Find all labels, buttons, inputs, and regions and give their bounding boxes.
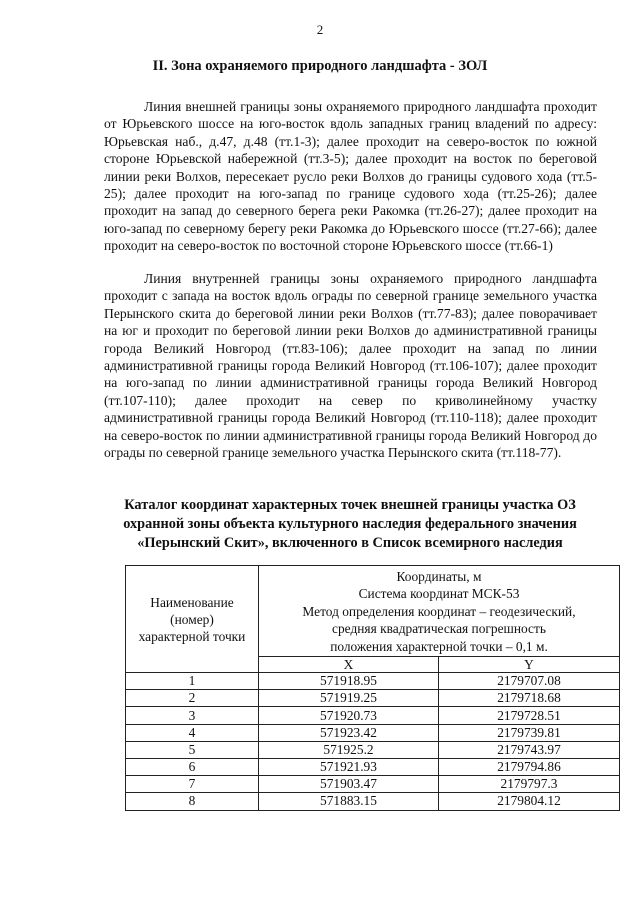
cell-y: 2179743.97 xyxy=(439,741,620,758)
paragraph-text: Линия внутренней границы зоны охраняемого природного ландшафта проходит с запада на восток вдоль ограды по северной границе земельного участка Перынского скита до береговой линии реки Волхов (тт.77-83); далее поворачивает на юг и проходит по береговой линии реки Волхов до административной границы города Великий Новгород (тт.83-106); далее проходит на запад по линии административной границы города Великий Новгород (тт.106-107); далее проходит на юго-запад по линии административной границы города Великий Новгород (тт.107-110); далее проходит на север по криволинейному участку административной границы города Великий Новгород (тт.110-118); далее проходит на северо-восток по линии административной границы города Великий Новгород до ограды по северной границе земельного участка Перынского скита (тт.118-77). xyxy=(104,271,597,461)
cell-x: 571883.15 xyxy=(259,793,439,810)
catalog-title xyxy=(100,496,600,553)
header-line: Метод определения координат – геодезический, xyxy=(302,603,576,619)
cell-y: 2179707.08 xyxy=(439,673,620,690)
coordinates-table xyxy=(125,565,620,811)
cell-y: 2179794.86 xyxy=(439,758,620,775)
cell-point-number: 5 xyxy=(126,741,259,758)
cell-point-number: 4 xyxy=(126,724,259,741)
paragraph-inner-boundary xyxy=(104,270,597,461)
table-row xyxy=(126,690,620,707)
catalog-title-line: «Перынский Скит», включенного в Список всемирного наследия xyxy=(137,535,563,551)
cell-y: 2179804.12 xyxy=(439,793,620,810)
cell-x: 571919.25 xyxy=(259,690,439,707)
header-point-name xyxy=(126,566,259,673)
cell-x: 571923.42 xyxy=(259,724,439,741)
catalog-title-line: охранной зоны объекта культурного наследия федерального значения xyxy=(123,516,577,532)
table-row xyxy=(126,741,620,758)
header-x: X xyxy=(259,657,439,673)
cell-point-number: 1 xyxy=(126,673,259,690)
catalog-title-line: Каталог координат характерных точек внешней границы участка ОЗ xyxy=(124,497,576,513)
header-line: (номер) xyxy=(170,611,214,627)
paragraph-outer-boundary xyxy=(104,98,597,255)
cell-point-number: 3 xyxy=(126,707,259,724)
cell-point-number: 7 xyxy=(126,776,259,793)
cell-x: 571903.47 xyxy=(259,776,439,793)
section-heading: II. Зона охраняемого природного ландшафта - ЗОЛ xyxy=(152,58,488,74)
cell-point-number: 6 xyxy=(126,758,259,775)
header-line: Наименование xyxy=(150,594,234,610)
cell-x: 571920.73 xyxy=(259,707,439,724)
cell-x: 571925.2 xyxy=(259,741,439,758)
cell-point-number: 2 xyxy=(126,690,259,707)
header-coordinates xyxy=(259,566,620,657)
header-line: положения характерной точки – 0,1 м. xyxy=(330,638,548,654)
cell-y: 2179739.81 xyxy=(439,724,620,741)
cell-point-number: 8 xyxy=(126,793,259,810)
cell-x: 571918.95 xyxy=(259,673,439,690)
table-row xyxy=(126,724,620,741)
cell-y: 2179728.51 xyxy=(439,707,620,724)
table-row xyxy=(126,793,620,810)
header-y: Y xyxy=(439,657,620,673)
table-row xyxy=(126,758,620,775)
paragraph-text: Линия внешней границы зоны охраняемого природного ландшафта проходит от Юрьевского шоссе на юго-восток вдоль западных границ владений по адресу: Юрьевская наб., д.47, д.48 (тт.1-3); далее проходит на северо-восток по южной стороне Юрьевской набережной (тт.3-5); далее проходит на восток по береговой линии реки Волхов, пересекает русло реки Волхов до границы судового хода (тт.5-25); далее проходит на юго-запад по границе судового хода (тт.25-26); далее проходит на запад до северного берега реки Ракомка (тт.26-27); далее проходит на юго-запад по северному берегу реки Ракомка до Юрьевского шоссе (тт.27-66); далее проходит на северо-восток по восточной стороне Юрьевского шоссе (тт.66-1) xyxy=(104,99,597,254)
page-number: 2 xyxy=(316,22,324,37)
table-row xyxy=(126,673,620,690)
table-row xyxy=(126,776,620,793)
cell-x: 571921.93 xyxy=(259,758,439,775)
header-line: средняя квадратическая погрешность xyxy=(332,621,546,637)
header-line: Система координат МСК-53 xyxy=(358,586,520,602)
cell-y: 2179718.68 xyxy=(439,690,620,707)
cell-y: 2179797.3 xyxy=(439,776,620,793)
header-line: характерной точки xyxy=(138,628,246,644)
table-row xyxy=(126,707,620,724)
header-line: Координаты, м xyxy=(396,569,482,584)
